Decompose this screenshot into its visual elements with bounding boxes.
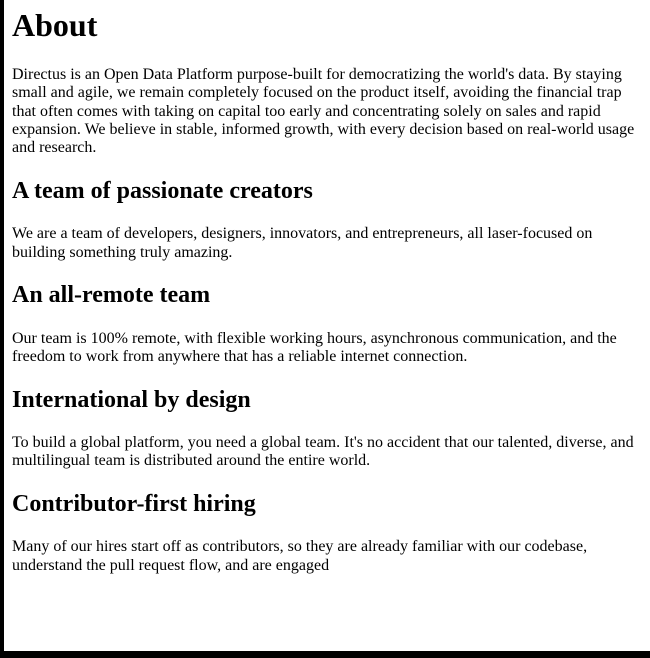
- section-paragraph: To build a global platform, you need a global team. It's no accident that our talented, diverse, and multilingual team is distributed around the entire world.: [12, 434, 634, 470]
- bottom-edge-bar: [4, 651, 650, 658]
- section-paragraph: Our team is 100% remote, with flexible working hours, asynchronous communication, and the freedom to work from anywhere that has a reliable internet connection.: [12, 329, 617, 366]
- page-title: About: [12, 7, 98, 43]
- section-heading: Contributor-first hiring: [12, 490, 256, 517]
- intro-paragraph: Directus is an Open Data Platform purpose-built for democratizing the world's data. By staying small and agile, we remain completely focused on the product itself, avoiding the financial trap that often comes with taking on capital too early and concentrating solely on sales and rapid expansion. We believe in stable, informed growth, with every decision based on real-world usage and research.: [12, 65, 635, 157]
- section-passionate-creators: [12, 178, 642, 262]
- section-heading: A team of passionate creators: [12, 177, 313, 204]
- section-contributor-first-hiring: [12, 491, 642, 575]
- section-heading: International by design: [12, 386, 251, 413]
- section-international-by-design: [12, 387, 642, 471]
- section-all-remote-team: [12, 282, 642, 366]
- section-paragraph: We are a team of developers, designers, innovators, and entrepreneurs, all laser-focused on building something truly amazing.: [12, 225, 593, 261]
- section-heading: An all-remote team: [12, 282, 211, 309]
- section-paragraph: Many of our hires start off as contributors, so they are already familiar with our codebase, understand the pull request flow, and are engaged: [12, 538, 588, 574]
